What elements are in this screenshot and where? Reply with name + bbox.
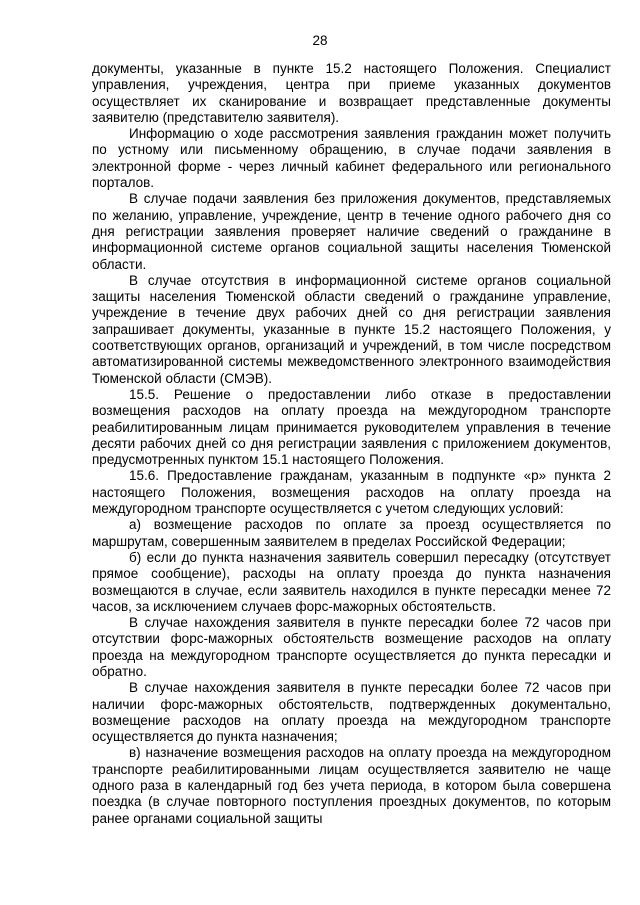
paragraph-transfer-no-force-majeure: В случае нахождения заявителя в пункте пересадки более 72 часов при отсутствии форс-мажорных обстоятельств возмещение расходов на оплату проезда на междугородном транспорте осуществляется до пункта пересадки и обратно. xyxy=(92,615,611,679)
paragraph-status-information: Информацию о ходе рассмотрения заявления гражданин может получить по устному или письменному обращению, в случае подачи заявления в электронной форме - через личный кабинет федерального или регионального порталов. xyxy=(92,126,611,191)
page-number: 28 xyxy=(312,33,328,48)
paragraph-clause-15-6: 15.6. Предоставление гражданам, указанным в подпункте «р» пункта 2 настоящего Положения, возмещения расходов на оплату проезда на междугородном транспорте осуществляется с учетом следующих условий: xyxy=(92,468,611,517)
paragraph-documents-scanning: документы, указанные в пункте 15.2 настоящего Положения. Специалист управления, учреждения, центра при приеме указанных документов осуществляет их сканирование и возвращает представленные документы заявителю (представителю заявителя). xyxy=(92,61,611,125)
paragraph-item-v: в) назначение возмещения расходов на оплату проезда на междугородном транспорте реабилитированными лицам осуществляется заявителю не чаще одного раза в календарный год без учета периода, в котором была совершена поездка (в случае повторного поступления проездных документов, по которым ранее органами социальной защиты xyxy=(92,745,611,826)
paragraph-request-documents-smev: В случае отсутствия в информационной системе органов социальной защиты населения Тюменской области сведений о гражданине управление, учреждение в течение двух рабочих дней со дня регистрации заявления запрашивает документы, указанные в пункте 15.2 настоящего Положения, у соответствующих органов, организаций и учреждений, в том числе посредством автоматизированной системы межведомственного электронного взаимодействия Тюменской области (СМЭВ). xyxy=(92,272,611,386)
paragraph-transfer-force-majeure: В случае нахождения заявителя в пункте пересадки более 72 часов при наличии форс-мажорных обстоятельств, подтвержденных документально, возмещение расходов на оплату проезда на междугородном транспорте осуществляется до пункта назначения; xyxy=(92,680,611,745)
paragraph-item-b: б) если до пункта назначения заявитель совершил пересадку (отсутствует прямое сообщение), расходы на оплату проезда до пункта назначения возмещаются в случае, если заявитель находился в пункте пересадки менее 72 часов, за исключением случаев форс-мажорных обстоятельств. xyxy=(92,549,611,614)
paragraph-item-a: а) возмещение расходов по оплате за проезд осуществляется по маршрутам, совершенным заявителем в пределах Российской Федерации; xyxy=(92,517,611,549)
paragraph-clause-15-5: 15.5. Решение о предоставлении либо отказе в предоставлении возмещения расходов на оплату проезда на междугородном транспорте реабилитированным лицам принимается руководителем управления в течение десяти рабочих дней со дня регистрации заявления с приложением документов, предусмотренных пунктом 15.1 настоящего Положения. xyxy=(92,386,611,468)
document-body xyxy=(92,61,611,827)
paragraph-check-information-system: В случае подачи заявления без приложения документов, представляемых по желанию, управление, учреждение, центр в течение одного рабочего дня со дня регистрации заявления проверяет наличие сведений о гражданине в информационной системе органов социальной защиты населения Тюменской области. xyxy=(92,191,611,272)
